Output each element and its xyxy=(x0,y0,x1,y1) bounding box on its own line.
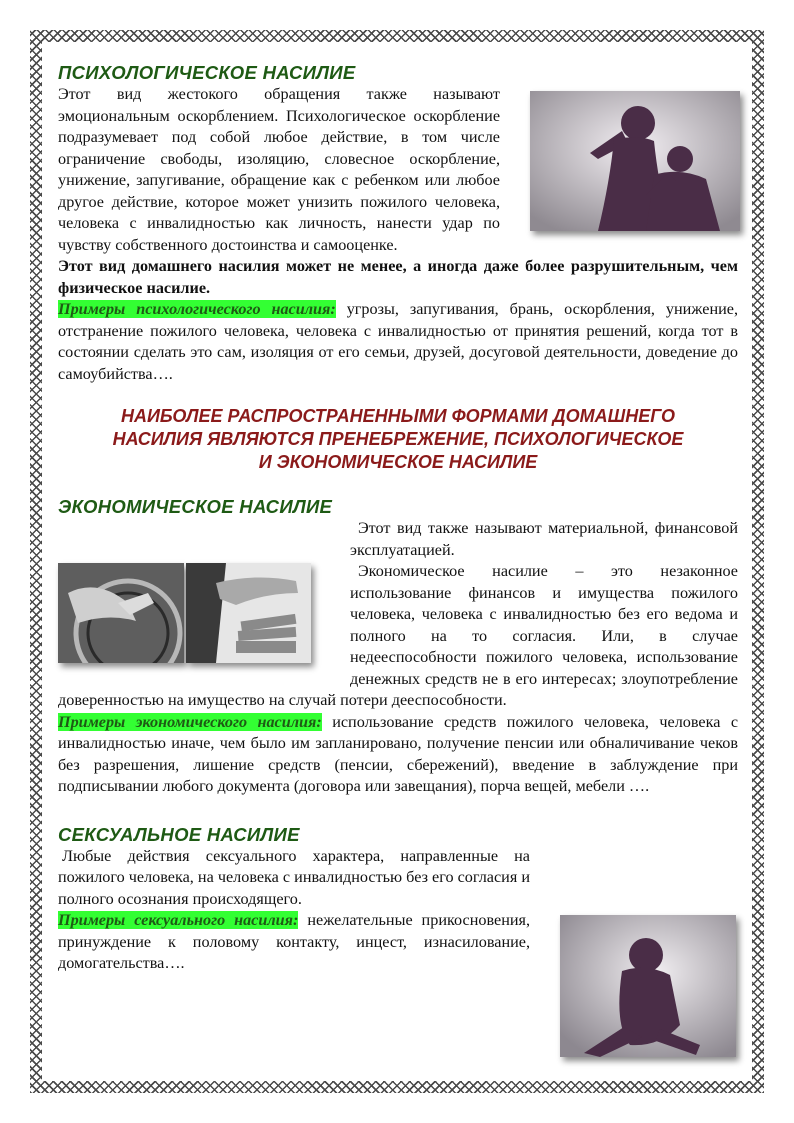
psych-paragraph: Этот вид жестокого обращения также называют эмоциональным оскорблением. Психологическое оскорбление подразумевает под собой любое действие, в том числе ограничение свободы, изоляцию, словесное оскорбление, унижение, запугивание, обращение как с ребенком или любое другое действие, которое может унизить пожилого человека, человека с инвалидностью как личность, нанести удар по чувству собственного достоинства и самооценке. xyxy=(58,85,500,254)
econ-examples-text: использование средств пожилого человека, человека с инвалидностью иначе, чем было им запланировано, получение пенсии или обналичивание чеков без разрешения, лишение средств (пенсии, сбережений), введение в заблуждение при подписывании любого документа (договора или завещания), порча вещей, мебели …. xyxy=(58,712,739,795)
econ-title: ЭКОНОМИЧЕСКОЕ НАСИЛИЕ xyxy=(58,496,333,517)
psych-bold-statement: Этот вид домашнего насилия может не менее, а иногда даже более разрушительным, чем физическое насилие. xyxy=(58,257,738,297)
psych-examples xyxy=(58,299,738,385)
psych-examples-text: угрозы, запугивания, брань, оскорбления, унижение, отстранение пожилого человека, человека с инвалидностью от принятия решений, когда тот в состоянии сделать это сам, изоляция от его семьи, друзей, досуговой деятельности, доведение до самоубийства…. xyxy=(58,300,739,383)
sex-title: СЕКСУАЛЬНОЕ НАСИЛИЕ xyxy=(58,823,300,845)
econ-float-spacer xyxy=(58,518,350,670)
econ-examples xyxy=(58,712,738,798)
sex-paragraph: Любые действия сексуального характера, направленные на пожилого человека, на человека с инвалидностью без его согласия и полного осознания происходящего. xyxy=(58,846,530,908)
econ-examples-label: Примеры экономического насилия: xyxy=(58,712,322,731)
headline xyxy=(58,405,738,474)
psych-examples-label: Примеры психологического насилия: xyxy=(58,300,336,318)
headline-line-3: И ЭКОНОМИЧЕСКОЕ НАСИЛИЕ xyxy=(258,452,538,472)
page-content xyxy=(58,62,738,975)
econ-paragraph-1: Этот вид также называют материальной, финансовой эксплуатацией. xyxy=(350,519,738,559)
sex-examples-label: Примеры сексуального насилия: xyxy=(58,911,299,929)
headline-line-2: НАСИЛИЯ ЯВЛЯЮТСЯ ПРЕНЕБРЕЖЕНИЕ, ПСИХОЛОГИЧЕСКОЕ xyxy=(112,429,684,449)
econ-paragraph-2: Экономическое насилие – это незаконное использование финансов и имущества пожилого человека, человека с инвалидностью без его ведома и полного на то согласия. Или, в случае недееспособности пожилого человека, использование денежных средств не в его интересах; злоупотребление доверенностью на имущество на случай потери дееспособности. xyxy=(58,562,738,709)
psych-title: ПСИХОЛОГИЧЕСКОЕ НАСИЛИЕ xyxy=(58,62,356,83)
headline-line-1: НАИБОЛЕЕ РАСПРОСТРАНЕННЫМИ ФОРМАМИ ДОМАШНЕГО xyxy=(120,406,676,426)
sex-examples-text: нежелательные прикосновения, принуждение к половому контакту, инцест, изнасилование, домогательства…. xyxy=(58,911,531,972)
sex-examples xyxy=(58,910,530,975)
